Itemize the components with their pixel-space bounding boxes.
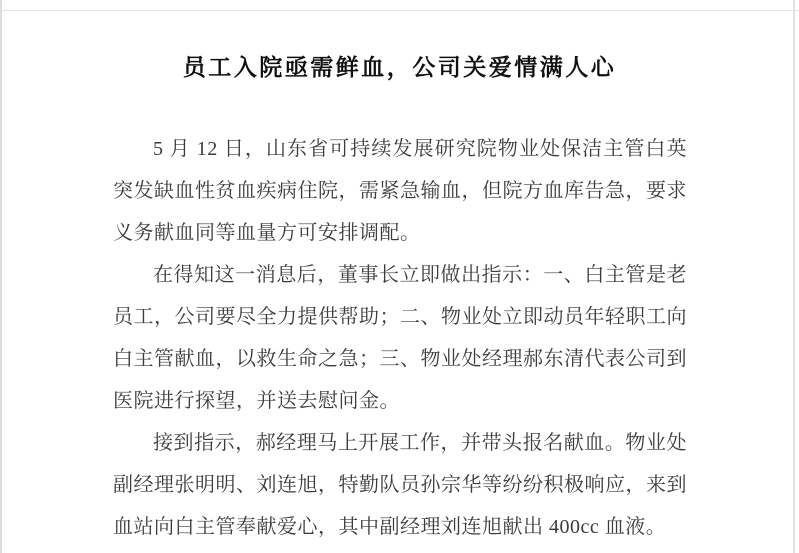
paragraph-3: 接到指示，郝经理马上开展工作，并带头报名献血。物业处副经理张明明、刘连旭，特勤队员孙宗华等纷纷积极响应，来到血站向白主管奉献爱心，其中副经理刘连旭献出 400cc 血液。	[113, 432, 687, 538]
document-title: 员工入院亟需鲜血，公司关爱情满人心	[182, 55, 617, 80]
paragraph-2: 在得知这一消息后，董事长立即做出指示：一、白主管是老员工，公司要尽全力提供帮助；二、物业处立即动员年轻职工向白主管献血，以救生命之急；三、物业处经理郝东清代表公司到医院进行探望，并送去慰问金。	[113, 264, 687, 412]
document-body	[113, 128, 687, 548]
paragraph-1: 5 月 12 日，山东省可持续发展研究院物业处保洁主管白英突发缺血性贫血疾病住院，需紧急输血，但院方血库告急，要求义务献血同等血量方可安排调配。	[113, 138, 687, 244]
page-left-edge-line	[0, 0, 2, 553]
page-top-edge-line	[0, 10, 799, 11]
page-right-edge-line	[793, 0, 795, 553]
